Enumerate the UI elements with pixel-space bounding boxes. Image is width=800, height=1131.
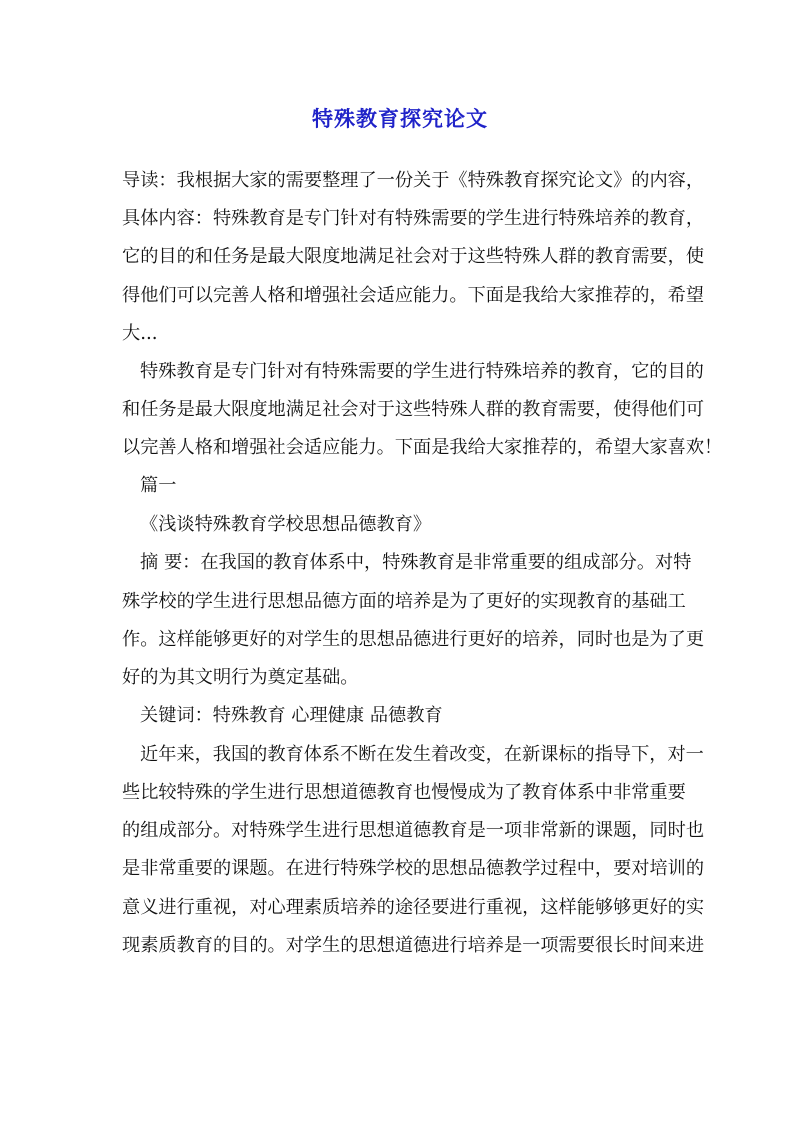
para1-line-1: 特殊教育是专门针对有特殊需要的学生进行特殊培养的教育，它的目的 — [140, 361, 704, 382]
intro-line-3: 它的目的和任务是最大限度地满足社会对于这些特殊人群的教育需要，使 — [122, 246, 705, 267]
section-label: 篇一 — [140, 475, 177, 496]
body-line-4: 是非常重要的课题。在进行特殊学校的思想品德教学过程中，要对培训的 — [122, 858, 705, 879]
body-line-2: 些比较特殊的学生进行思想道德教育也慢慢成为了教育体系中非常重要 — [122, 782, 686, 803]
body-line-3: 的组成部分。对特殊学生进行思想道德教育是一项非常新的课题，同时也 — [122, 820, 705, 841]
para1-line-2: 和任务是最大限度地满足社会对于这些特殊人群的教育需要，使得他们可 — [122, 399, 705, 420]
abstract-line-4: 好的为其文明行为奠定基础。 — [122, 667, 359, 688]
para1-line-3: 以完善人格和增强社会适应能力。下面是我给大家推荐的，希望大家喜欢！ — [122, 437, 723, 458]
intro-line-2: 具体内容：特殊教育是专门针对有特殊需要的学生进行特殊培养的教育， — [122, 208, 705, 229]
document-title: 特殊教育探究论文 — [312, 106, 488, 131]
body-line-6: 现素质教育的目的。对学生的思想道德进行培养是一项需要很长时间来进 — [122, 935, 705, 956]
abstract-line-1: 摘 要：在我国的教育体系中，特殊教育是非常重要的组成部分。对特 — [140, 552, 692, 573]
intro-line-4: 得他们可以完善人格和增强社会适应能力。下面是我给大家推荐的，希望 — [122, 285, 705, 306]
abstract-line-3: 作。这样能够更好的对学生的思想品德进行更好的培养，同时也是为了更 — [122, 629, 705, 650]
body-line-1: 近年来，我国的教育体系不断在发生着改变，在新课标的指导下，对一 — [140, 744, 704, 765]
article-title: 《浅谈特殊教育学校思想品德教育》 — [140, 514, 432, 535]
abstract-line-2: 殊学校的学生进行思想品德方面的培养是为了更好的实现教育的基础工 — [122, 591, 686, 612]
intro-line-5: 大... — [122, 323, 158, 344]
intro-line-1: 导读：我根据大家的需要整理了一份关于《特殊教育探究论文》的内容， — [122, 170, 705, 191]
body-line-5: 意义进行重视，对心理素质培养的途径要进行重视，这样能够够更好的实 — [122, 897, 705, 918]
keywords-line: 关键词：特殊教育 心理健康 品德教育 — [140, 705, 443, 726]
